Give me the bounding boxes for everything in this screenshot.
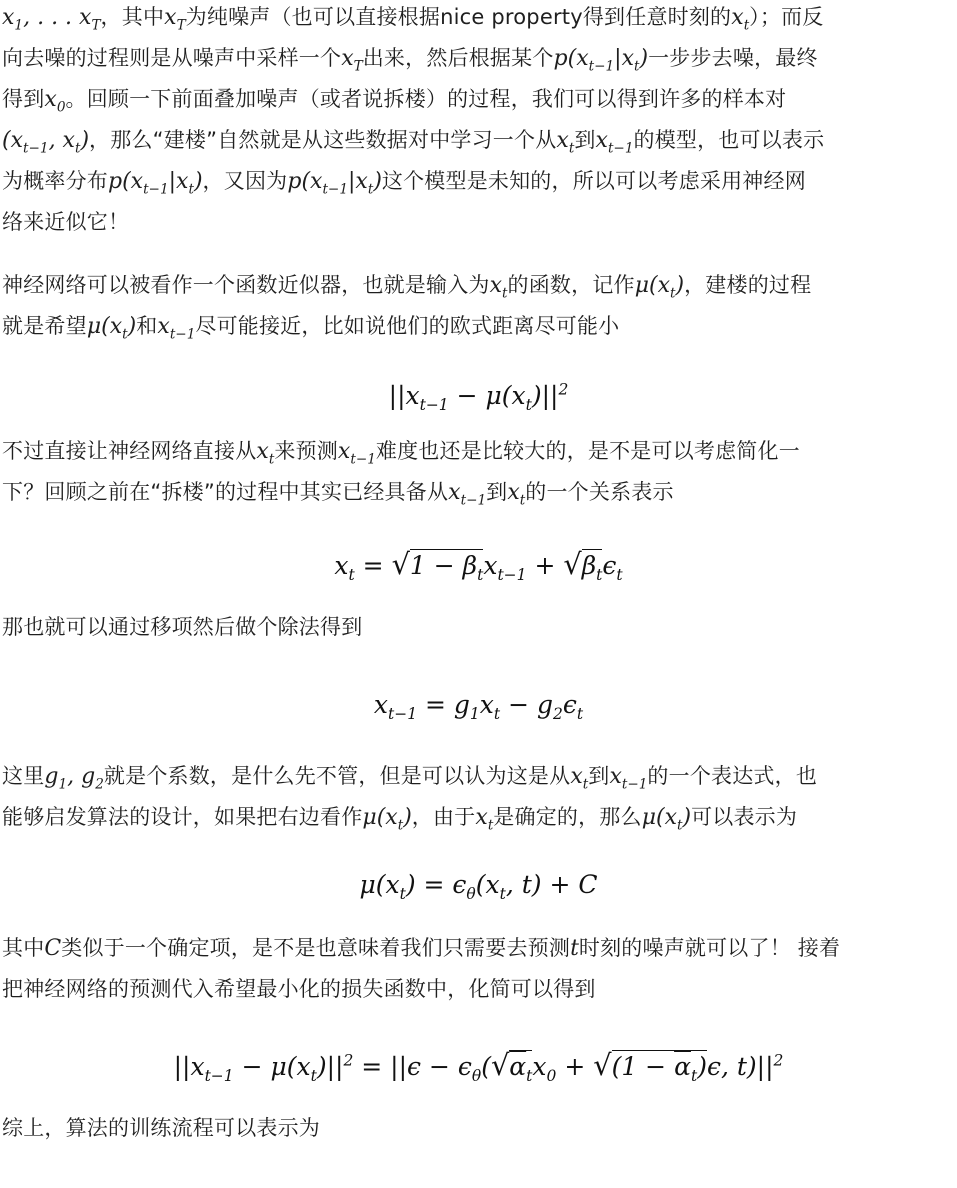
- paragraph-summary: 综上，算法的训练流程可以表示为: [2, 1116, 320, 1140]
- paragraph-function-approximator: 神经网络可以被看作一个函数近似器，也就是输入为$x_t$的函数，记作$\mu(x_t)$，建楼的过程 就是希望$\mu(x_t)$和$x_{t-1}$尽可能接近，比如说他们的欧式距离尽可能小: [2, 273, 812, 343]
- paragraph-coefficients: 这里$g_1$, $g_2$就是个系数，是什么先不管，但是可以认为这是从$x_t$到$x_{t-1}$的一个表达式，也 能够启发算法的设计，如果把右边看作$\mu(x_t)$，由于$x_t$是确定的，那么$\mu(x_t)$可以表示为: [2, 764, 818, 834]
- paragraph-reverse-process: $x_1$, . . . $x_T$，其中$x_T$为纯噪声（也可以直接根据nice property得到任意时刻的$x_t$）；而反 向去噪的过程则是从噪声中采样一个$x_T$出来，然后根据某个$p(x_{t-1}|x_t)$一步步去噪，最终 得到$x_0$。回顾一下前面叠加噪声（或者说拆楼）的过程，我们可以得到许多的样本对 ($x_{t-1}$, $x_t$)，那么“建楼”自然就是从这些数据对中学习一个从$x_t$到$x_{t-1}$的模型，也可以表示 为概率分布$p(x_{t-1}|x_t)$，又因为$p(x_{t-1}|x_t)$这个模型是未知的，所以可以考虑采用神经网 络来近似它！: [2, 5, 825, 234]
- paragraph-rearrange: 那也就可以通过移项然后做个除法得到: [2, 615, 363, 639]
- equation-mu: $\mu(x_t) = \epsilon_\theta(x_t$, t) + C: [359, 870, 598, 903]
- equation-forward-step: $x_t = √1 - \beta_tx_{t-1} + √\beta_t\epsilon_t$: [334, 547, 623, 584]
- paragraph-predict-noise: 其中C类似于一个确定项，是不是也意味着我们只需要去预测t时刻的噪声就可以了！ 接着 把神经网络的预测代入希望最小化的损失函数中，化简可以得到: [2, 936, 841, 1001]
- equation-distance: $||x_{t-1} - \mu(x_t)||^2$: [388, 380, 569, 414]
- equation-loss: $||x_{t-1} - \mu(x_t)||^2 = ||\epsilon - \epsilon_\theta(√\alpha_tx_0 + √(1 - \overline{\alpha}_t)\epsilon$, $t)||^2$: [173, 1048, 784, 1085]
- paragraph-simplify: 不过直接让神经网络直接从$x_t$来预测$x_{t-1}$难度也还是比较大的，是不是可以考虑简化一 下？回顾之前在“拆楼”的过程中其实已经具备从$x_{t-1}$到$x_t$的一个关系表示: [2, 439, 800, 509]
- equation-reverse-step: $x_{t-1} = g_1x_t - g_2\epsilon_t$: [373, 690, 584, 723]
